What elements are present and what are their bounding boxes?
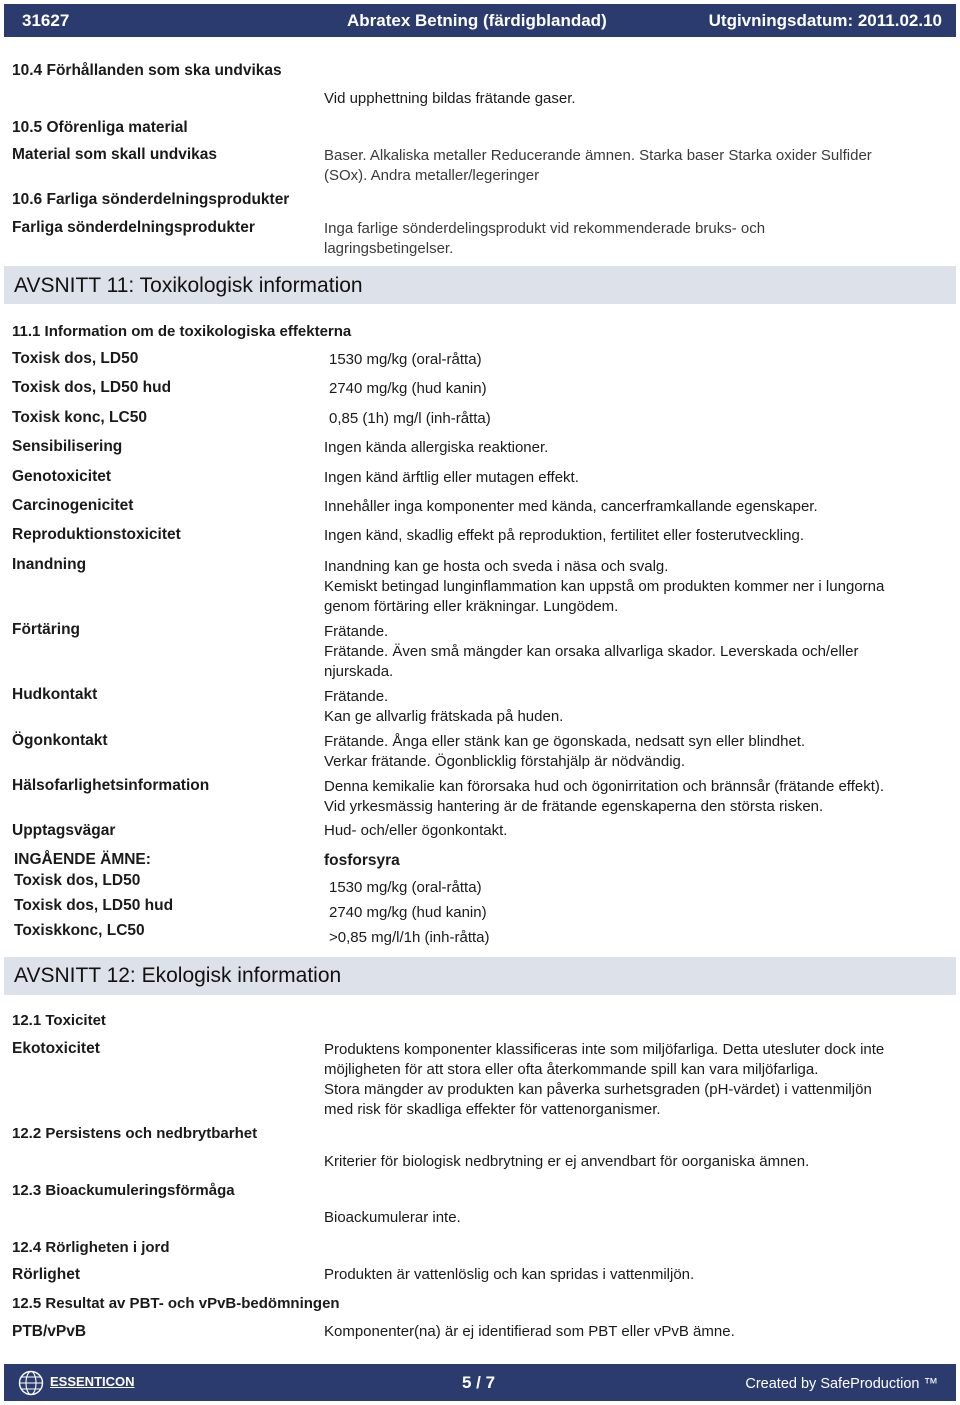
- eye-contact-value-1: Frätande. Ånga eller stänk kan ge ögonskada, nedsatt syn eller blindhet.: [324, 733, 806, 750]
- ecotox-value-4: med risk för skadliga effekter för vattenorganismer.: [324, 1101, 661, 1118]
- issue-date: Utgivningsdatum: 2011.02.10: [708, 11, 942, 30]
- eye-contact-value-2: Verkar frätande. Ögonblicklig förstahjälp är nödvändig.: [324, 753, 686, 770]
- decomposition-value-2: lagringsbetingelser.: [324, 240, 454, 257]
- tox-label: Toxisk konc, LC50: [12, 409, 147, 426]
- globe-logo-icon: [18, 1370, 44, 1396]
- product-name: Abratex Betning (färdigblandad): [347, 11, 607, 30]
- created-by: Created by SafeProduction ™: [745, 1376, 938, 1392]
- section-11-title: AVSNITT 11: Toxikologisk information: [14, 274, 363, 297]
- tox-value: Ingen känd, skadlig effekt på reproduktion, fertilitet eller fosterutveckling.: [324, 527, 804, 544]
- section-12-title: AVSNITT 12: Ekologisk information: [14, 964, 342, 987]
- bioaccumulation-value: Bioackumulerar inte.: [324, 1209, 461, 1226]
- skin-contact-label: Hudkontakt: [12, 686, 98, 703]
- section-12-heading: [4, 957, 956, 995]
- skin-contact-value-2: Kan ge allvarlig frätskada på huden.: [324, 708, 564, 725]
- ingredient-name: fosforsyra: [324, 852, 400, 869]
- tox-value: Ingen känd ärftlig eller mutagen effekt.: [324, 469, 579, 486]
- ingestion-value-3: njurskada.: [324, 663, 394, 680]
- mobility-value: Produkten är vattenlöslig och kan spridas i vattenmiljön.: [324, 1266, 695, 1283]
- pbt-value: Komponenter(na) är ej identifierad som PBT eller vPvB ämne.: [324, 1323, 735, 1340]
- ingredient-tox-value: 1530 mg/kg (oral-råtta): [329, 879, 482, 896]
- s10-4-value: Vid upphettning bildas frätande gaser.: [324, 90, 576, 107]
- s12-5-subheading: 12.5 Resultat av PBT- och vPvB-bedömningen: [12, 1295, 340, 1312]
- decomposition-label: Farliga sönderdelningsprodukter: [12, 219, 255, 236]
- ecotox-value-3: Stora mängder av produkten kan påverka surhetsgraden (pH-värdet) i vattenmiljön: [324, 1081, 872, 1098]
- document-header: [4, 4, 956, 37]
- health-hazard-value-2: Vid yrkesmässig hantering är de frätande egenskaperna den största risken.: [324, 798, 824, 815]
- tox-value: 2740 mg/kg (hud kanin): [329, 380, 487, 397]
- decomposition-value-1: Inga farlige sönderdelingsprodukt vid rekommenderade bruks- och: [324, 220, 766, 237]
- s12-3-subheading: 12.3 Bioackumuleringsförmåga: [12, 1182, 235, 1199]
- ingredient-tox-value: >0,85 mg/l/1h (inh-råtta): [329, 929, 490, 946]
- tox-label: Genotoxicitet: [12, 468, 112, 485]
- health-hazard-label: Hälsofarlighetsinformation: [12, 777, 210, 794]
- s12-2-subheading: 12.2 Persistens och nedbrytbarhet: [12, 1125, 258, 1142]
- s12-1-subheading: 12.1 Toxicitet: [12, 1012, 106, 1029]
- ingredient-tox-label: Toxisk dos, LD50 hud: [14, 897, 174, 914]
- document-footer: [4, 1364, 956, 1401]
- s12-4-subheading: 12.4 Rörligheten i jord: [12, 1239, 170, 1256]
- ingredient-tox-value: 2740 mg/kg (hud kanin): [329, 904, 487, 921]
- document-id: 31627: [22, 11, 70, 30]
- tox-label: Toxisk dos, LD50: [12, 350, 139, 367]
- s10-5-label: 10.5 Oförenliga material: [12, 119, 188, 136]
- ingredient-tox-label: Toxisk dos, LD50: [14, 872, 141, 889]
- tox-value: 1530 mg/kg (oral-råtta): [329, 351, 482, 368]
- ecotox-label: Ekotoxicitet: [12, 1040, 100, 1057]
- eye-contact-label: Ögonkontakt: [12, 732, 108, 749]
- inhalation-value-1: Inandning kan ge hosta och sveda i näsa och svalg.: [324, 558, 669, 575]
- inhalation-label: Inandning: [12, 556, 87, 573]
- tox-label: Reproduktionstoxicitet: [12, 526, 181, 543]
- s10-4-label: 10.4 Förhållanden som ska undvikas: [12, 62, 282, 79]
- pbt-label: PTB/vPvB: [12, 1323, 87, 1340]
- materials-avoid-value-2: (SOx). Andra metaller/legeringer: [324, 167, 540, 184]
- ingredient-label: INGÅENDE ÄMNE:: [14, 851, 151, 868]
- skin-contact-value-1: Frätande.: [324, 688, 389, 705]
- brand-name: ESSENTICON: [50, 1374, 135, 1389]
- materials-avoid-label: Material som skall undvikas: [12, 146, 218, 163]
- s11-1-subheading: 11.1 Information om de toxikologiska effekterna: [12, 323, 352, 340]
- tox-value: Innehåller inga komponenter med kända, cancerframkallande egenskaper.: [324, 498, 818, 515]
- health-hazard-value-1: Denna kemikalie kan förorsaka hud och ögonirritation och brännsår (frätande effekt).: [324, 778, 885, 795]
- degradability-value: Kriterier för biologisk nedbrytning er ej anvendbart för oorganiska ämnen.: [324, 1153, 810, 1170]
- ingestion-value-2: Frätande. Även små mängder kan orsaka allvarliga skador. Leverskada och/eller: [324, 643, 859, 660]
- section-11-heading: [4, 266, 956, 304]
- tox-label: Carcinogenicitet: [12, 497, 134, 514]
- tox-value: Ingen kända allergiska reaktioner.: [324, 439, 549, 456]
- materials-avoid-value-1: Baser. Alkaliska metaller Reducerande ämnen. Starka baser Starka oxider Sulfider: [324, 147, 872, 164]
- tox-label: Sensibilisering: [12, 438, 123, 455]
- ingestion-label: Förtäring: [12, 621, 81, 638]
- inhalation-value-3: genom förtäring eller kräkningar. Lungödem.: [324, 598, 619, 615]
- ingredient-tox-label: Toxiskkonc, LC50: [14, 922, 145, 939]
- s10-6-label: 10.6 Farliga sönderdelningsprodukter: [12, 191, 290, 208]
- inhalation-value-2: Kemiskt betingad lunginflammation kan uppstå om produkten kommer ner i lungorna: [324, 578, 885, 595]
- exposure-routes-value: Hud- och/eller ögonkontakt.: [324, 822, 508, 839]
- exposure-routes-label: Upptagsvägar: [12, 822, 116, 839]
- tox-label: Toxisk dos, LD50 hud: [12, 379, 172, 396]
- ingestion-value-1: Frätande.: [324, 623, 389, 640]
- tox-value: 0,85 (1h) mg/l (inh-råtta): [329, 410, 491, 427]
- mobility-label: Rörlighet: [12, 1266, 81, 1283]
- ecotox-value-2: möjligheten för att stora eller ofta återkommande spill kan vara miljöfarliga.: [324, 1061, 819, 1078]
- ecotox-value-1: Produktens komponenter klassificeras inte som miljöfarliga. Detta utesluter dock inte: [324, 1041, 885, 1058]
- page-number: 5 / 7: [462, 1373, 496, 1392]
